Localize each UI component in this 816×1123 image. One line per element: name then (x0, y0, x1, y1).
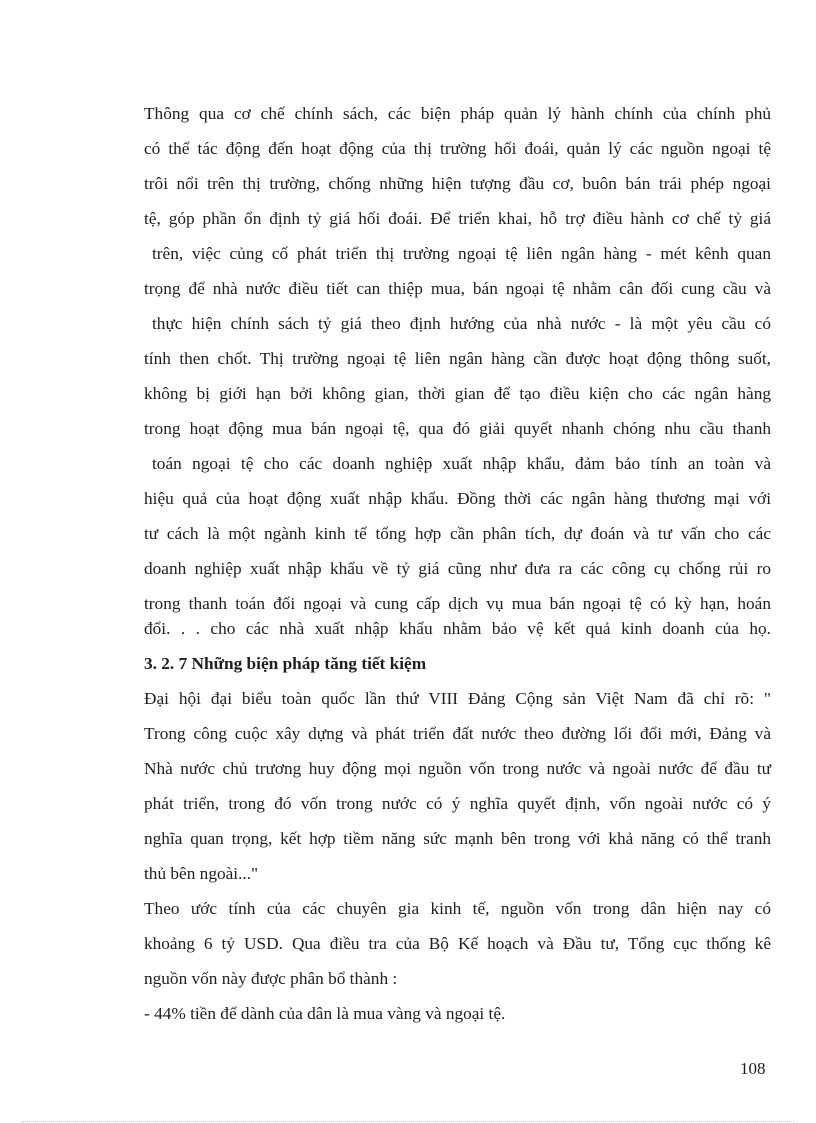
text-line: trôi nổi trên thị trường, chống những hiện tượng đầu cơ, buôn bán trái phép ngoại (144, 174, 771, 193)
text-line: Trong công cuộc xây dựng và phát triển đất nước theo đường lối đổi mới, Đảng và (144, 724, 771, 743)
text-line: hiệu quả của hoạt động xuất nhập khẩu. Đồng thời các ngân hàng thương mại với (144, 489, 771, 508)
text-line: tính then chốt. Thị trường ngoại tệ liên ngân hàng cần được hoạt động thông suốt, (144, 349, 771, 368)
footer-divider (22, 1121, 794, 1122)
text-line: Nhà nước chủ trương huy động mọi nguồn vốn trong nước và ngoài nước để đầu tư (144, 759, 771, 778)
text-line: không bị giới hạn bởi không gian, thời gian để tạo điều kiện cho các ngân hàng (144, 384, 771, 403)
text-line: thủ bên ngoài..." (144, 864, 259, 883)
text-line: có thể tác động đến hoạt động của thị trường hối đoái, quản lý các nguồn ngoại tệ (144, 139, 771, 158)
text-line: khoảng 6 tỷ USD. Qua điều tra của Bộ Kế hoạch và Đầu tư, Tổng cục thống kê (144, 934, 771, 953)
text-line: phát triển, trong đó vốn trong nước có ý nghĩa quyết định, vốn ngoài nước có ý (144, 794, 771, 813)
text-line: tệ, góp phần ổn định tỷ giá hối đoái. Để triển khai, hỗ trợ điều hành cơ chế tỷ giá (144, 209, 771, 228)
page-number: 108 (740, 1059, 766, 1078)
text-line: trọng để nhà nước điều tiết can thiệp mua, bán ngoại tệ nhằm cân đối cung cầu và (144, 279, 771, 298)
text-line: Đại hội đại biểu toàn quốc lần thứ VIII Đảng Cộng sản Việt Nam đã chỉ rõ: " (144, 689, 771, 708)
text-line: thực hiện chính sách tỷ giá theo định hướng của nhà nước - là một yêu cầu có (152, 314, 771, 333)
text-line: toán ngoại tệ cho các doanh nghiệp xuất nhập khẩu, đảm bảo tính an toàn và (152, 454, 771, 473)
text-line: tư cách là một ngành kinh tế tổng hợp cần phân tích, dự đoán và tư vấn cho các (144, 524, 771, 543)
text-line: doanh nghiệp xuất nhập khẩu về tỷ giá cũng như đưa ra các công cụ chống rủi ro (144, 559, 771, 578)
text-line: trong thanh toán đối ngoại và cung cấp dịch vụ mua bán ngoại tệ có kỳ hạn, hoán (144, 594, 771, 613)
text-line: Theo ước tính của các chuyên gia kinh tế, nguồn vốn trong dân hiện nay có (144, 899, 771, 918)
text-line: trên, việc củng cố phát triển thị trường ngoại tệ liên ngân hàng - mét kênh quan (152, 244, 771, 263)
list-item: - 44% tiền để dành của dân là mua vàng và ngoại tệ. (144, 1004, 506, 1023)
text-line: nguồn vốn này được phân bổ thành : (144, 969, 398, 988)
text-line: đổi. . . cho các nhà xuất nhập khẩu nhằm bảo vệ kết quả kinh doanh của họ. (144, 619, 771, 638)
text-line: Thông qua cơ chế chính sách, các biện pháp quản lý hành chính của chính phủ (144, 104, 771, 123)
text-line: nghĩa quan trọng, kết hợp tiềm năng sức mạnh bên trong với khả năng có thể tranh (144, 829, 771, 848)
text-line: trong hoạt động mua bán ngoại tệ, qua đó giải quyết nhanh chóng nhu cầu thanh (144, 419, 771, 438)
section-heading: 3. 2. 7 Những biện pháp tăng tiết kiệm (144, 654, 427, 673)
